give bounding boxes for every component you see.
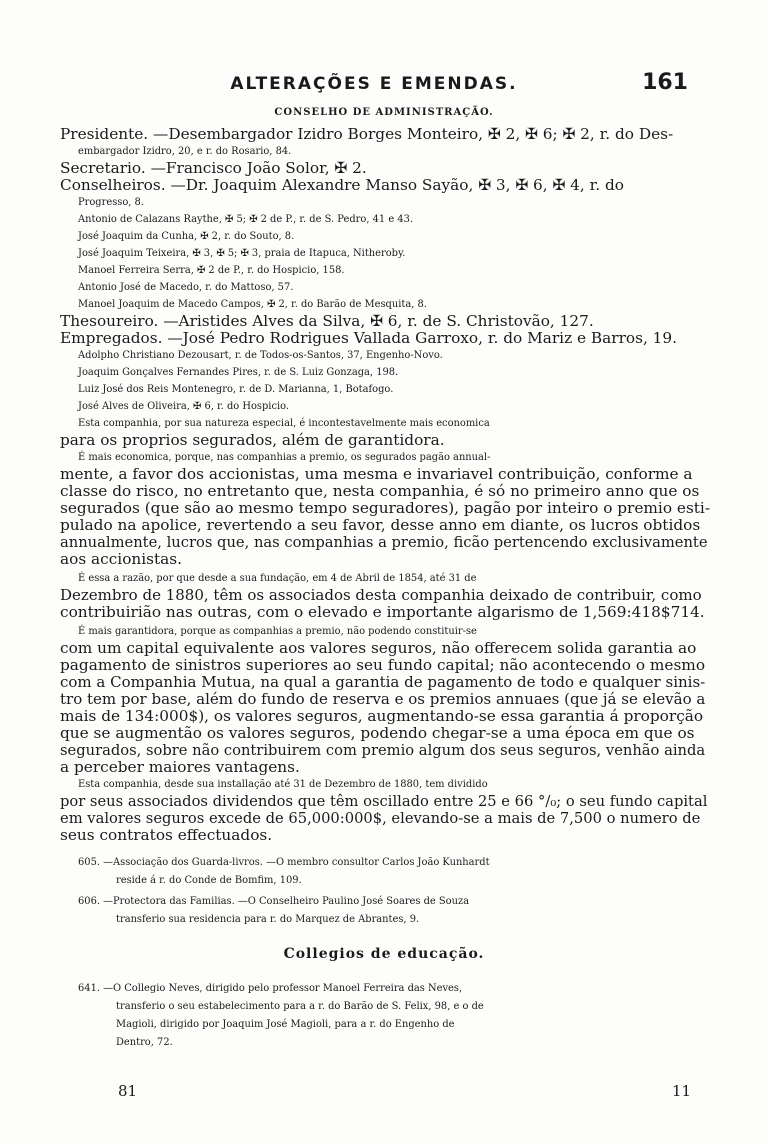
footer-signature-left: 81 bbox=[118, 1082, 138, 1100]
page-number: 161 bbox=[642, 70, 688, 95]
board-line: Thesoureiro. —Aristides Alves da Silva, ✠ 6, r. de S. Christovão, 127. bbox=[60, 312, 594, 330]
entry-606-line: 606. —Protectora das Familias. —O Conselheiro Paulino José Soares de Souza bbox=[78, 896, 470, 907]
entry-641-line: Magioli, dirigido por Joaquim José Magioli, para a r. do Engenho de bbox=[116, 1019, 455, 1030]
board-line: Conselheiros. —Dr. Joaquim Alexandre Manso Sayão, ✠ 3, ✠ 6, ✠ 4, r. do bbox=[60, 176, 624, 194]
paragraph-line: annualmente, lucros que, nas companhias a premio, ficão pertencendo exclusivamente bbox=[60, 534, 708, 551]
paragraph-line: É mais garantidora, porque as companhias a premio, não podendo constituir-se bbox=[78, 626, 477, 637]
paragraph-line: mais de 134:000$), os valores seguros, augmentando-se essa garantia á proporção bbox=[60, 707, 704, 725]
entry-641-line: Dentro, 72. bbox=[116, 1037, 173, 1048]
board-line: Empregados. —José Pedro Rodrigues Vallada Garroxo, r. do Mariz e Barros, 19. bbox=[60, 329, 678, 347]
board-line: Presidente. —Desembargador Izidro Borges Monteiro, ✠ 2, ✠ 6; ✠ 2, r. do Des- bbox=[60, 125, 674, 143]
entry-606-line: transferio sua residencia para r. do Marquez de Abrantes, 9. bbox=[116, 914, 420, 925]
paragraph-line: É mais economica, porque, nas companhias a premio, os segurados pagão annual- bbox=[78, 452, 491, 463]
paragraph-line: segurados, sobre não contribuirem com premio algum dos seus seguros, venhão ainda bbox=[60, 742, 706, 759]
board-line: José Joaquim Teixeira, ✠ 3, ✠ 5; ✠ 3, praia de Itapuca, Nitheroby. bbox=[78, 248, 406, 259]
paragraph-line: mente, a favor dos accionistas, uma mesma e invariavel contribuição, conforme a bbox=[60, 465, 693, 483]
paragraph-line: classe do risco, no entretanto que, nesta companhia, é só no primeiro anno que os bbox=[60, 482, 700, 500]
entry-641-line: transferio o seu estabelecimento para a r. do Barão de S. Felix, 98, e o de bbox=[116, 1001, 484, 1012]
board-line: Manoel Joaquim de Macedo Campos, ✠ 2, r. do Barão de Mesquita, 8. bbox=[78, 299, 427, 310]
paragraph-line: que se augmentão os valores seguros, podendo chegar-se a uma época em que os bbox=[60, 724, 695, 742]
section-title: Collegios de educação. bbox=[283, 946, 485, 962]
board-line: José Alves de Oliveira, ✠ 6, r. do Hospicio. bbox=[78, 401, 290, 412]
board-line: Progresso, 8. bbox=[78, 197, 144, 208]
running-title: ALTERAÇÕES E EMENDAS. bbox=[230, 74, 518, 94]
board-line: Joaquim Gonçalves Fernandes Pires, r. de S. Luiz Gonzaga, 198. bbox=[78, 367, 399, 378]
paragraph-line: É essa a razão, por que desde a sua fundação, em 4 de Abril de 1854, até 31 de bbox=[78, 573, 477, 584]
board-line: Secretario. —Francisco João Solor, ✠ 2. bbox=[60, 159, 367, 177]
board-line: Manoel Ferreira Serra, ✠ 2 de P., r. do Hospicio, 158. bbox=[78, 265, 345, 276]
board-line: Adolpho Christiano Dezousart, r. de Todos-os-Santos, 37, Engenho-Novo. bbox=[78, 350, 443, 361]
paragraph-line: segurados (que são ao mesmo tempo seguradores), pagão por inteiro o premio esti- bbox=[60, 499, 710, 517]
footer-signature-right: 11 bbox=[672, 1082, 692, 1100]
paragraph-line: com um capital equivalente aos valores seguros, não offerecem solida garantia ao bbox=[60, 639, 697, 657]
paragraph-line: aos accionistas. bbox=[60, 550, 182, 568]
board-line: embargador Izidro, 20, e r. do Rosario, 84. bbox=[78, 146, 292, 157]
paragraph-line: seus contratos effectuados. bbox=[60, 826, 273, 844]
entry-605-line: 605. —Associação dos Guarda-livros. —O membro consultor Carlos João Kunhardt bbox=[78, 857, 490, 868]
paragraph-line: contribuirião nas outras, com o elevado e importante algarismo de 1,569:418$714. bbox=[60, 603, 705, 621]
board-line: Antonio José de Macedo, r. do Mattoso, 57. bbox=[78, 282, 294, 293]
paragraph-line: pulado na apolice, revertendo a seu favor, desse anno em diante, os lucros obtidos bbox=[60, 516, 701, 534]
page-header bbox=[60, 70, 688, 102]
paragraph-line: por seus associados dividendos que têm oscillado entre 25 e 66 °/₀; o seu fundo capital bbox=[60, 793, 708, 810]
paragraph-line: com a Companhia Mutua, na qual a garantia de pagamento de todo e qualquer sinis- bbox=[60, 673, 706, 691]
board-line: Antonio de Calazans Raythe, ✠ 5; ✠ 2 de P., r. de S. Pedro, 41 e 43. bbox=[78, 214, 414, 225]
board-line: Luiz José dos Reis Montenegro, r. de D. Marianna, 1, Botafogo. bbox=[78, 384, 394, 395]
paragraph-line: tro tem por base, além do fundo de reserva e os premios annuaes (que já se elevão a bbox=[60, 690, 706, 708]
paragraph-line: em valores seguros excede de 65,000:000$, elevando-se a mais de 7,500 o numero de bbox=[60, 810, 701, 827]
paragraph-line: pagamento de sinistros superiores ao seu fundo capital; não acontecendo o mesmo bbox=[60, 656, 706, 674]
section-subtitle: CONSELHO DE ADMINISTRAÇÃO. bbox=[274, 107, 494, 118]
entry-605-line: reside á r. do Conde de Bomfim, 109. bbox=[116, 875, 302, 886]
paragraph-line: Dezembro de 1880, têm os associados desta companhia deixado de contribuir, como bbox=[60, 586, 702, 604]
entry-641-line: 641. —O Collegio Neves, dirigido pelo professor Manoel Ferreira das Neves, bbox=[78, 983, 463, 994]
paragraph-line: Esta companhia, por sua natureza especial, é incontestavelmente mais economica bbox=[78, 418, 490, 429]
paragraph-line: Esta companhia, desde sua installação até 31 de Dezembro de 1880, tem dividido bbox=[78, 779, 488, 790]
paragraph-line: a perceber maiores vantagens. bbox=[60, 758, 300, 776]
board-line: José Joaquim da Cunha, ✠ 2, r. do Souto, 8. bbox=[78, 231, 295, 242]
paragraph-line: para os proprios segurados, além de garantidora. bbox=[60, 431, 445, 449]
